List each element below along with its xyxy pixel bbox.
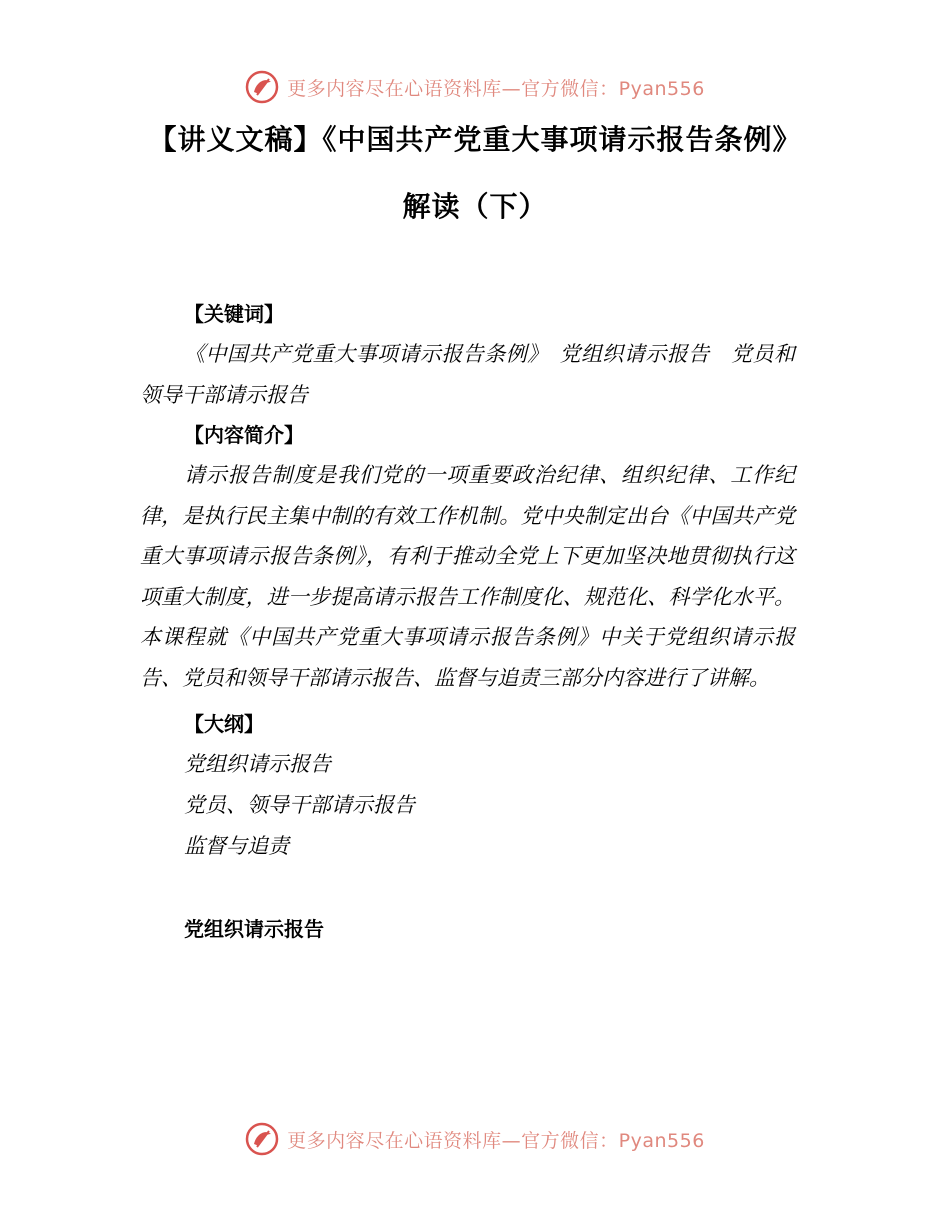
section-heading: 党组织请示报告 <box>184 917 324 941</box>
brand-logo-icon <box>245 1122 279 1156</box>
outline-heading: 【大纲】 <box>184 712 264 736</box>
watermark-footer <box>0 1122 950 1156</box>
outline-item: 党组织请示报告 <box>184 752 331 776</box>
page-subtitle: 解读（下） <box>402 190 548 223</box>
outline-item: 监督与追责 <box>184 834 289 858</box>
summary-text: 请示报告制度是我们党的一项重要政治纪律、组织纪律、工作纪律，是执行民主集中制的有效工作机制。党中央制定出台《中国共产党重大事项请示报告条例》，有利于推动全党上下更加坚决地贯彻执行这项重大制度，进一步提高请示报告工作制度化、规范化、科学化水平。本课程就《中国共产党重大事项请示报告条例》中关于党组织请示报告、党员和领导干部请示报告、监督与追责三部分内容进行了讲解。 <box>140 463 795 690</box>
keywords-heading: 【关键词】 <box>184 302 284 326</box>
brand-logo-icon <box>245 70 279 104</box>
watermark-text: 更多内容尽在心语资料库—官方微信：Pyan556 <box>287 77 705 100</box>
watermark-header <box>0 70 950 104</box>
keywords-text: 《中国共产党重大事项请示报告条例》 党组织请示报告 党员和领导干部请示报告 <box>140 342 795 407</box>
document-body <box>140 294 795 949</box>
summary-heading: 【内容简介】 <box>184 423 304 447</box>
page-title: 【讲义文稿】《中国共产党重大事项请示报告条例》 <box>148 123 802 156</box>
watermark-text: 更多内容尽在心语资料库—官方微信：Pyan556 <box>287 1129 705 1152</box>
outline-item: 党员、领导干部请示报告 <box>184 793 415 817</box>
